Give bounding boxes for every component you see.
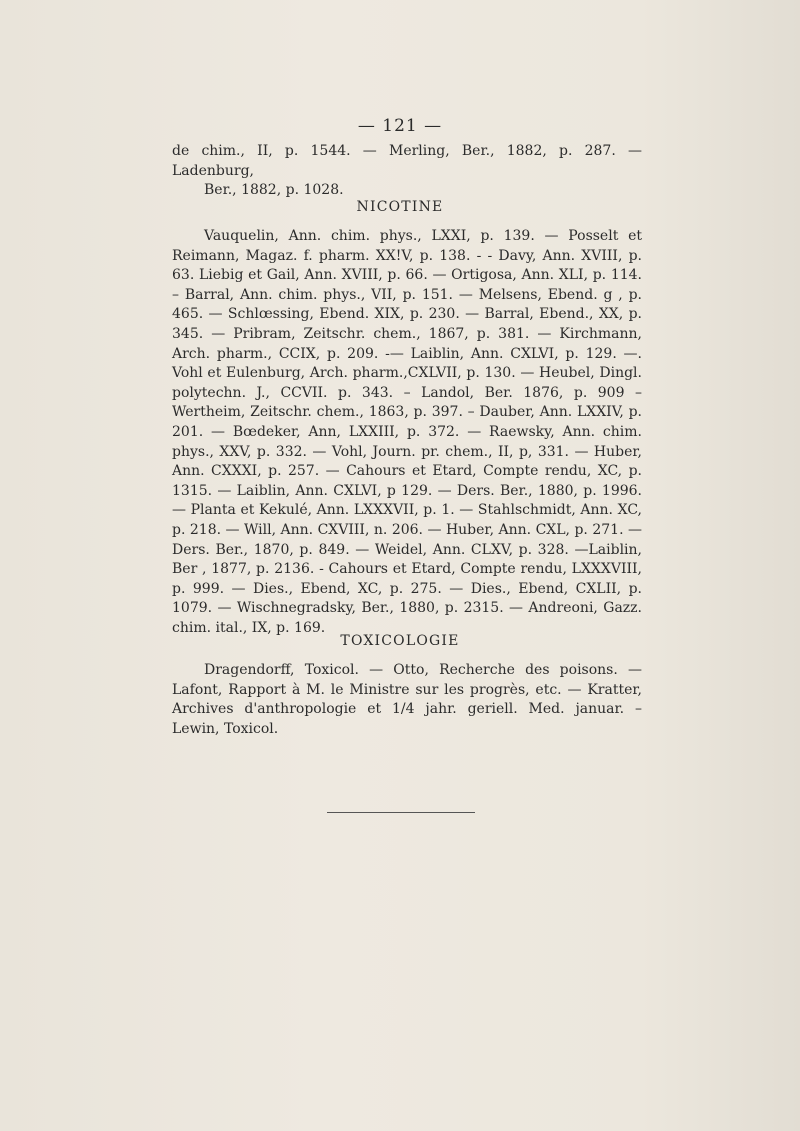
nicotine-references <box>172 227 642 638</box>
end-rule <box>327 812 475 813</box>
toxicologie-text: Dragendorff, Toxicol. — Otto, Recherche des poisons. — Lafont, Rapport à M. le Ministre sur les progrès, etc. — Kratter, Archives d'anthropologie et 1/4 jahr. geriell. Med. januar. – Lewin, Toxicol. <box>172 662 642 737</box>
section-heading-nicotine: NICOTINE <box>356 199 444 215</box>
section-heading-toxicologie: TOXICOLOGIE <box>340 633 460 649</box>
intro-paragraph <box>172 142 642 201</box>
page-number: — 121 — <box>357 116 443 136</box>
intro-line-2: Ber., 1882, p. 1028. <box>204 182 344 199</box>
toxicologie-references <box>172 661 642 739</box>
intro-line-1: de chim., II, p. 1544. — Merling, Ber., 1882, p. 287. — Ladenburg, <box>172 143 642 179</box>
nicotine-text: Vauquelin, Ann. chim. phys., LXXI, p. 139. — Posselt et Reimann, Magaz. f. pharm. XX!V, p. 138. - - Davy, Ann. XVIII, p. 63. Liebig et Gail, Ann. XVIII, p. 66. — Ortigosa, Ann. XLI, p. 114. – Barral, Ann. chim. phys., VII, p. 151. — Melsens, Ebend. g , p. 465. — Schlœssing, Ebend. XIX, p. 230. — Barral, Ebend., XX, p. 345. — Pribram, Zeitschr. chem., 1867, p. 381. — Kirchmann, Arch. pharm., CCIX, p. 209. -— Laiblin, Ann. CXLVI, p. 129. —. Vohl et Eulenburg, Arch. pharm.,CXLVII, p. 130. — Heubel, Dingl. polytechn. J., CCVII. p. 343. – Landol, Ber. 1876, p. 909 – Wertheim, Zeitschr. chem., 1863, p. 397. – Dauber, Ann. LXXIV, p. 201. — Bœdeker, Ann, LXXIII, p. 372. — Raewsky, Ann. chim. phys., XXV, p. 332. — Vohl, Journ. pr. chem., II, p, 331. — Huber, Ann. CXXXI, p. 257. — Cahours et Etard, Compte rendu, XC, p. 1315. — Laiblin, Ann. CXLVI, p 129. — Ders. Ber., 1880, p. 1996. — Planta et Kekulé, Ann. LXXXVII, p. 1. — Stahlschmidt, Ann. XC, p. 218. — Will, Ann. CXVIII, n. 206. — Huber, Ann. CXL, p. 271. — Ders. Ber., 1870, p. 849. — Weidel, Ann. CLXV, p. 328. —Laiblin, Ber , 1877, p. 2136. - Cahours et Etard, Compte rendu, LXXXVIII, p. 999. — Dies., Ebend, XC, p. 275. — Dies., Ebend, CXLII, p. 1079. — Wischnegradsky, Ber., 1880, p. 2315. — Andreoni, Gazz. chim. ital., IX, p. 169. <box>172 228 642 636</box>
